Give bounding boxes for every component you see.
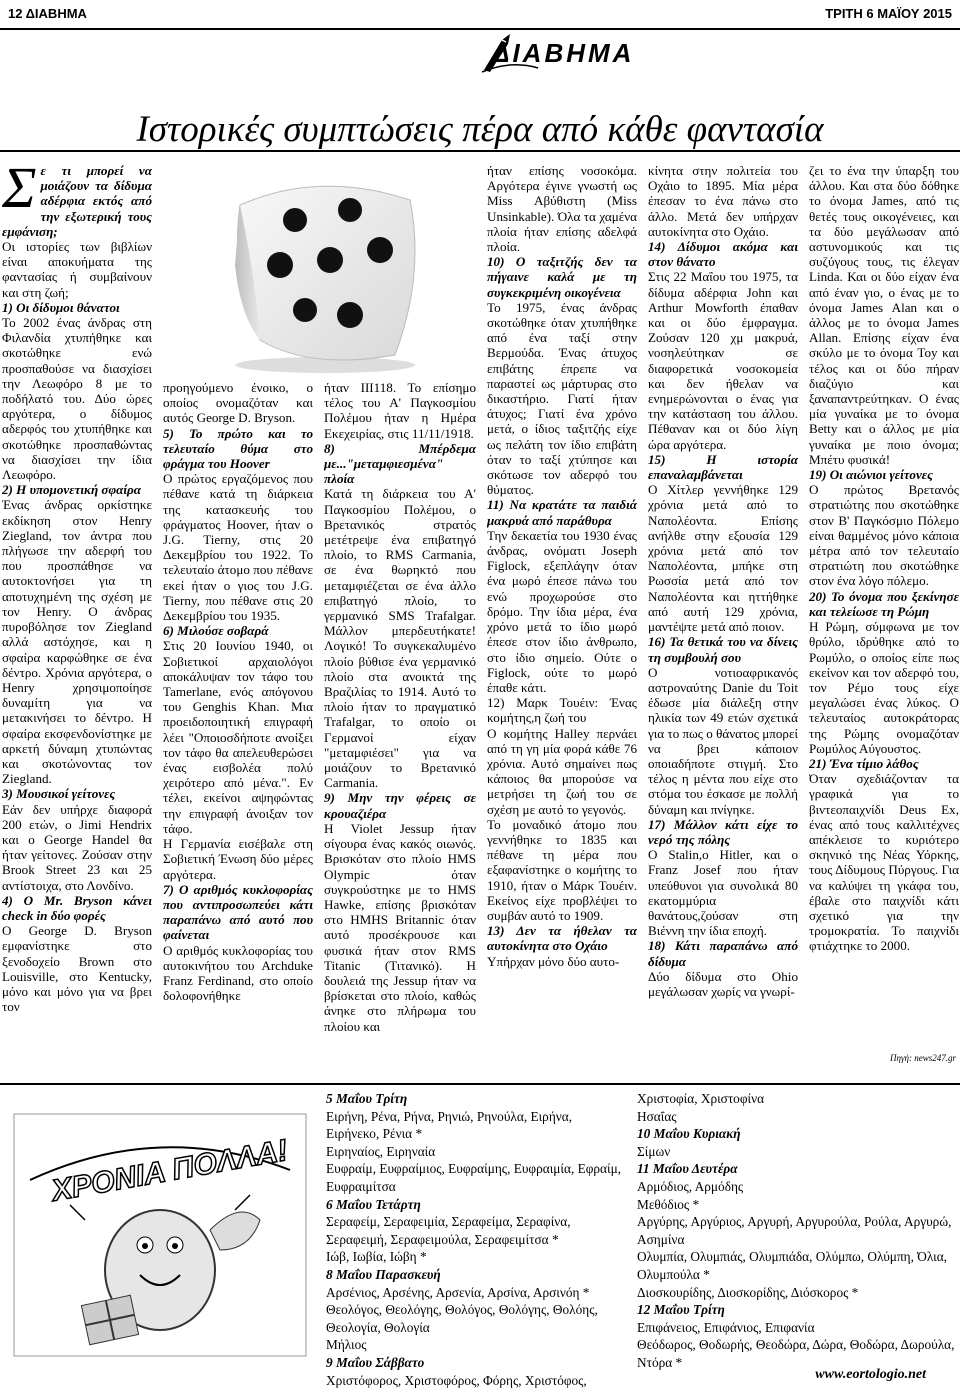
- nameday-names: Θεολόγος, Θεολόγης, Θολόγος, Θολόγης, Θολόης, Θεολογία, Θολογία: [326, 1302, 598, 1335]
- paragraph: Ο πρώτος εργαζόμενος που πέθανε κατά τη διάρκεια της κατασκευής του φράγματος Hoover, ήταν ο J.G. Tierny, στις 20 Δεκεμβρίου του 1922. Το τελευταίο άτομο που πέθανε εκεί ήταν ο γιος του J.G. Tierny, που πέθανε στις 20 Δεκεμβρίου του 1935.: [163, 471, 313, 624]
- nameday-names: Επιφάνειος, Επιφάνιος, Επιφανία: [637, 1319, 815, 1335]
- paragraph: Στις 20 Ιουνίου 1940, οι Σοβιετικοί αρχαιολόγοι αποκάλυψαν τον τάφο του Tamerlane, ενός απόγονου του Genghis Khan. Μια προειδοποιητική επιγραφή λέει "Οποιοσδήποτε ανοίξει τον τάφο θα απελευθερώσει ένας εισβολέα πολύ χειρότερο από μένα.". Εν τέλει, εκείνοι αψηφώντας την επιγραφή άνοιξαν τον τάφο.: [163, 638, 313, 836]
- namedays-source-link[interactable]: www.eortologio.net: [815, 1367, 926, 1382]
- section-heading: 7) Ο αριθμός κυκλοφορίας που αντιπροσωπεύει κάτι παραπάνω από αυτό που φαίνεται: [163, 881, 313, 943]
- article-column-2: [163, 380, 313, 1055]
- section-heading: 3) Μουσικοί γείτονες: [2, 786, 116, 802]
- section-heading: 11) Να κρατάτε τα παιδιά μακρυά από παράθυρα: [487, 497, 637, 528]
- paragraph: Την δεκαετία του 1930 ένας άνδρας, ονόματι Joseph Figlock, εξεπλάγην όταν ένα μωρό έπεσε πάνω του ενώ προχωρούσε στο δρόμο. Την ίδια μέρα, ένα χρόνο μετά το ίδιο μωρό έπεσε στον ίδιο άνθρωπο, στο ίδιο σημείο. Ούτε ο Figlock, ούτε το μωρό έπαθε κάτι.: [487, 527, 637, 695]
- nameday-names: Ολυμπία, Ολυμπιάς, Ολυμπιάδα, Ολύμπω, Ολύμπη, Όλια, Ολυμπούλα *: [637, 1249, 948, 1282]
- section-heading: ε τι μπορεί να μοιάζουν τα δίδυμα αδέρφια εκτός από την εξωτερική τους εμφάνιση;: [2, 163, 152, 239]
- nameday-date: 10 Μαΐου Κυριακή: [637, 1126, 741, 1142]
- page-number-label: 12 ΔΙΑΒΗΜΑ: [8, 6, 87, 21]
- section-heading: 16) Τα θετικά του να δίνεις τη συμβουλή σου: [648, 634, 798, 665]
- paragraph: Κατά τη διάρκεια του Α' Παγκοσμίου Πολέμου, ο Βρετανικός στρατός μετέτρεψε ένα επιβατηγό πλοίο, το RMS Carmania, σε ένα θωρηκτό που μεταμφιέζεται σε ένα άλλο επιβατηγό πλοίο, το γερμανικό SMS Trafalgar. Μάλλον μπερδευτήκατε! Λογικό! Το συγκεκαλυμένο πλοίο βύθισε ένα γερμανικό πλοίο στα ανοικτά της Βραζιλίας το 1914. Αυτό το πλοίο ήταν το πραγματικό Trafalgar, το οποίο οι Γερμανοί είχαν "μεταμφιέσει" για να μοιάζουν το Βρετανικό Carmania.: [324, 486, 476, 791]
- paragraph: ήταν επίσης νοσοκόμα. Αργότερα έγινε γνωστή ως Miss Αβύθιστη (Miss Unsinkable). Όλα τα χαμένα πλοία ήταν επίσης αδελφά πλοία.: [487, 163, 637, 255]
- article-headline: Ιστορικές συμπτώσεις πέρα από κάθε φαντασία: [136, 109, 824, 150]
- section-heading: 9) Μην την φέρεις σε κρουαζιέρα: [324, 790, 476, 821]
- nameday-names: Αρμόδιος, Αρμόδης: [637, 1178, 744, 1194]
- article-column-5: [648, 163, 798, 1053]
- nameday-names: Ειρηναίος, Ειρηναία: [326, 1143, 436, 1159]
- section-heading: 21) Ένα τίμιο λάθος: [809, 755, 919, 771]
- section-heading: 20) Το όνομα που ξεκίνησε και τελείωσε τη Ρώμη: [809, 588, 959, 619]
- section-heading: 15) Η ιστορία επαναλαμβάνεται: [648, 451, 798, 483]
- section-heading: 4) Ο Mr. Bryson κάνει check in δύο φορές: [2, 892, 152, 923]
- nameday-names: Ιώβ, Ιωβία, Ιώβη *: [326, 1249, 427, 1265]
- paragraph: Ο Stalin,ο Hitler, και ο Franz Josef που ήταν υπεύθυνοι για συνολικά 80 εκατομμύρια θανάτους,ζούσαν στη Βιέννη την ίδια εποχή.: [648, 847, 798, 939]
- nameday-names: Ησαΐας: [637, 1108, 677, 1124]
- column-5-body: [648, 163, 798, 999]
- nameday-date: 11 Μαΐου Δευτέρα: [637, 1161, 738, 1177]
- section-divider: [0, 1083, 960, 1085]
- article-column-4: [487, 163, 637, 1053]
- section-heading: 14) Δίδυμοι ακόμα και στον θάνατο: [648, 239, 798, 270]
- section-heading: 8) Μπέρδεμα με..."μεταμφιεσμένα" πλοία: [324, 440, 476, 487]
- section-heading: 13) Δεν τα ήθελαν τα αυτοκίνητα στο Οχάιο: [487, 923, 637, 954]
- paragraph: Όταν σχεδιάζονταν τα γραφικά για το βιντεοπαιχνίδι Deus Ex, ένας από τους καλλιτέχνες απέκλεισε το κυριότερο σκηνικό της Νέας Υόρκης, τους Δίδυμους Πύργους. Για να καλύψει τη γκάφα του, έβαλε στο παιχνίδι κάτι σχετικό για την τρομοκρατία. Το παιχνίδι φτιάχτηκε το 2000.: [809, 771, 959, 954]
- paragraph: Η Ρώμη, σύμφωνα με τον θρύλο, ιδρύθηκε από το Ρωμύλο, ο οποίος είπε πως εκείνον και τον αδερφό του, τον Ρέμο τους είχε μεγαλώσει ένας λύκος. Ο τελευταίος αυτοκράτορας της Ρώμης ονομαζόταν Ρωμύλος Αύγουστος.: [809, 619, 959, 756]
- section-heading: 19) Οι αιώνιοι γείτονες: [809, 467, 934, 483]
- nameday-names: Αργύρης, Αργύριος, Αργυρή, Αργυρούλα, Ρούλα, Αργυρώ, Ασημίνα: [637, 1214, 952, 1247]
- masthead-logo: [480, 30, 670, 75]
- paragraph: κίνητα στην πολιτεία του Οχάιο to 1895. Μία μέρα έπεσαν το ένα πάνω στο άλλο. Μετά δεν υπήρχαν αυτοκίνητα στο Οχάιο.: [648, 163, 798, 239]
- nameday-names: Ευφραίμ, Ευφραίμιος, Ευφραίμης, Ευφραιμία, Εφραίμ, Ευφραιμίτσα: [326, 1161, 622, 1194]
- headline-divider: [0, 150, 960, 152]
- column-2-body: [163, 380, 313, 1003]
- column-6-body: [809, 163, 959, 954]
- issue-date: ΤΡΙΤΗ 6 ΜΑΪΟΥ 2015: [825, 6, 952, 21]
- paragraph: Ο νοτιοαφρικανός αστροναύτης Danie du Toit έδωσε μία διάλεξη στην ηλικία των 49 ετών σχετικά για το πως ο θάνατος μπορεί να βρει κάποιον οποιαδήποτε στιγμή. Στο τέλος η μέντα που είχε στο στόμα του έσκασε με πολλή δύναμη και πνίγηκε.: [648, 664, 798, 817]
- nameday-names: Διοσκουρίδης, Διοσκορίδης, Διόσκορος *: [637, 1284, 859, 1300]
- nameday-names: Χριστοφία, Χριστοφίνα: [637, 1091, 765, 1106]
- nameday-names: Σεραφείμ, Σεραφειμία, Σεραφείμα, Σεραφίνα, Σεραφειμή, Σεραφειμούλα, Σεραφειμίτσα *: [326, 1214, 571, 1247]
- column-1-body: [2, 163, 152, 1014]
- article-column-1: [2, 163, 152, 1053]
- paragraph: Ο πρώτος Βρετανός στρατιώτης που σκοτώθηκε στον Β' Παγκόσμιο Πόλεμο είναι θαμμένος μόνο κάποια μέτρα από τον τελευταίο στρατιώτη που σκοτώθηκε στον ένα λόγο πόλεμο.: [809, 482, 959, 589]
- page-header: [0, 0, 960, 30]
- paragraph: Ένας άνδρας ορκίστηκε εκδίκηση στον Henry Ziegland, τον άντρα που πλήγωσε την αδερφή του που προσπάθησε να αυτοκτονήσει για τη αποτυχημένη της σχέση με τον Henry. Ο άνδρας πυροβόλησε τον Ziegland αλλά αστόχησε, και η σφαίρα καρφώθηκε σε ένα δέντρο. Χρόνια αργότερα, ο Henry χρησιμοποίησε δυναμίτη για να μετακινήσει το δέντρο. Η σφαίρα εκσφενδονίστηκε με αρκετή δύναμη χτυπώντας και σκοτώνοντας τον Ziegland.: [2, 497, 152, 787]
- nameday-date: 12 Μαΐου Τρίτη: [637, 1302, 725, 1318]
- column-4-body: [487, 163, 637, 969]
- nameday-date: 6 Μαΐου Τετάρτη: [326, 1196, 421, 1212]
- nameday-names: Αρσένιος, Αρσένης, Αρσενία, Αρσίνα, Αρσινόη *: [326, 1284, 590, 1300]
- nameday-names: Μήλιος: [326, 1337, 367, 1353]
- section-heading: 1) Οι δίδυμοι θάνατοι: [2, 299, 120, 315]
- section-heading: 2) Η υπομονετική σφαίρα: [2, 482, 142, 498]
- nameday-names: Θεόδωρος, Θοδωρής, Θεοδώρα, Δώρα, Θοδώρα, Δωρούλα, Ντόρα *: [637, 1337, 955, 1370]
- paragraph: Εάν δεν υπήρχε διαφορά 200 ετών, ο Jimi Hendrix και ο George Handel θα ήταν γείτονες. Ζούσαν στην Brook Street 23 και 25 αντίστοιχα, στο Λονδίνο.: [2, 801, 152, 893]
- section-heading: 18) Κάτι παραπάνω από δίδυμα: [648, 938, 798, 969]
- section-heading: 10) Ο ταξιτζής δεν τα πήγαινε καλά με τη συγκεκριμένη οικογένεια: [487, 254, 637, 300]
- article-column-6: [809, 163, 959, 1053]
- paragraph: ήταν ΙΙΙ118. Το επίσημο τέλος του Α' Παγκοσμίου Πολέμου ήταν η Ημέρα Εκεχειρίας, στις 11/11/1918.: [324, 380, 476, 441]
- paragraph: Ο κομήτης Halley περνάει από τη γη μία φορά κάθε 76 χρόνια. Αυτό σημαίνει πως κάποιος θα μπορούσε να μετρήσει τη ζωή του σε σχέση με αυτό το γεγονός.: [487, 725, 637, 817]
- paragraph: Δύο δίδυμα στο Ohio μεγάλωσαν χωρίς να γνωρί-: [648, 968, 798, 999]
- nameday-names: Σίμων: [637, 1143, 671, 1159]
- section-heading: 17) Μάλλον κάτι είχε το νερό της πόλης: [648, 816, 798, 847]
- column-3-body: [324, 380, 476, 1034]
- nameday-date: 9 Μαΐου Σάββατο: [326, 1354, 425, 1370]
- namedays-column-2: [637, 1090, 955, 1372]
- logo-text: ΔΙΑΒΗΜΑ: [492, 38, 635, 68]
- namedays-column-1: [326, 1090, 626, 1389]
- cartoon-caption: ΧΡΟΝΙΑ ΠΟΛΛΑ!: [49, 1133, 291, 1208]
- paragraph: Ο George D. Bryson εμφανίστηκε στο ξενοδοχείο Brown στο Louisville, στο Kentucky, μόνο και μόνο για να βρει τον: [2, 923, 152, 1015]
- paragraph: Ο Χίτλερ γεννήθηκε 129 χρόνια μετά από το Ναπολέοντα. Επίσης ανήλθε στην εξουσία 129 χρόνια μετά από τον Ναπολέοντα, μπήκε στη Ρωσσία μετά από τον Ναπολέοντα και ηττήθηκε από αυτή 129 χρόνια, μαντέψτε μετά από ποιον.: [648, 482, 798, 635]
- paragraph: προηγούμενο ένοικο, ο οποίος ονομαζόταν και αυτός George D. Bryson.: [163, 380, 313, 426]
- nameday-names: Χριστόφορος, Χριστοφόρος, Φόρης, Χριστόφος,: [326, 1372, 587, 1388]
- nameday-names: Ειρήνη, Ρένα, Ρήνα, Ρηνιώ, Ρηνούλα, Ειρήνα, Ειρήνεκο, Ρένια *: [326, 1108, 573, 1142]
- paragraph: 12) Μαρκ Τουέιν: Ένας κομήτης,η ζωή του: [487, 695, 637, 726]
- paragraph: Υπήρχαν μόνο δύο αυτο-: [487, 953, 620, 969]
- paragraph: Στις 22 Μαΐου του 1975, τα δίδυμα αδέρφια John και Arthur Mowforth έπαθαν και οι δύο έμφραγμα. Ζούσαν 120 χμ μακρυά, νοσηλεύτηκαν σε διαφορετικά νοσοκομεία και δεν ήθελαν να ενημερώνονται ο ένας για την κατάσταση του άλλου. Πέθαναν και οι δύο λίγη ώρα αργότερα.: [648, 269, 798, 452]
- paragraph: Οι ιστορίες των βιβλίων είναι αποκυήματα της φαντασίας ή συμβαίνουν και στη ζωή;: [2, 239, 152, 300]
- paragraph: Το μοναδικό άτομο που γεννήθηκε το 1835 και πέθανε τη μέρα που εξαφανίστηκε ο κομήτης το 1910, ήταν ο Μάρκ Τουέιν. Εκείνος είχε προβλέψει το συμβάν αυτό το 1909.: [487, 816, 637, 923]
- article-source: Πηγή: news247.gr: [890, 1053, 956, 1063]
- section-heading: 6) Μιλούσε σοβαρά: [163, 623, 269, 639]
- dice-image: [200, 165, 450, 375]
- paragraph: Ο αριθμός κυκλοφορίας του αυτοκινήτου του Archduke Franz Ferdinand, στο οποίο δολοφονήθηκε: [163, 942, 313, 1004]
- birthday-cartoon-image: [10, 1110, 310, 1360]
- nameday-date: 5 Μαΐου Τρίτη: [326, 1091, 408, 1106]
- paragraph: Το 1975, ένας άνδρας σκοτώθηκε όταν χτυπήθηκε από ένα ταξί στην Βερμούδα. Ένας άτυχος επιβάτης έπρεπε να παραστεί ως μάρτυρας στο δικαστήριο. Γιατί ήταν άτυχος; Γιατί ένα χρόνο μετά, ο ίδιος ταξιτζής είχε ως πελάτη τον ίδιο επιβάτη όταν το ταξί χτύπησε και σκότωσε τον αδερφό του θύματος.: [487, 299, 637, 498]
- paragraph: Το 2002 ένας άνδρας στη Φιλανδία χτυπήθηκε και σκοτώθηκε ενώ προσπαθούσε να διασχίσει την Λεωφόρο 8 με το ποδήλατό του. Δύο ώρες αργότερα, ο δίδυμος αδερφός του χτυπήθηκε και σκοτώθηκε προσπαθώντας να διασχίσει την ίδια Λεωφόρο.: [2, 315, 152, 483]
- paragraph: Η Violet Jessup ήταν σίγουρα ένας κακός οιωνός. Βρισκόταν στο πλοίο HMS Olympic όταν συγκρούστηκε με το HMS Hawke, επίσης βρισκόταν στο HMHS Britannic όταν αυτό προσέκρουσε και φυσικά ήταν στον RMS Titanic (Τιτανικό). Η δουλειά της Jessup ήταν να βρίσκεται στο πλοίο, καθώς άνηκε στο πλήρωμα του πλοίου και: [324, 820, 476, 1034]
- nameday-names: Μεθόδιος *: [637, 1196, 700, 1212]
- paragraph: Η Γερμανία εισέβαλε στη Σοβιετική Ένωση δύο μέρες αργότερα.: [163, 836, 313, 882]
- article-column-3: [324, 380, 476, 1055]
- section-heading: 5) Το πρώτο και το τελευταίο θύμα στο φράγμα του Hoover: [163, 425, 313, 472]
- paragraph: ζει το ένα την ύπαρξη του άλλου. Και στα δύο δόθηκε το όνομα James, από τις θετές τους οικογένειες, και τα δύο μεγάλωσαν από αστυνομικούς και τις συζύγους τους, τις έλεγαν Linda. Και οι δύο είχαν ένα από έναν γιο, ο ένας με το όνομα James Alan και ο άλλος με το όνομα James Allan. Επίσης είχαν ένα σκύλο με το όνομα Toy και τέλος και οι δύο πήραν διαζύγιο και ξαναπαντρεύτηκαν. Ο ένας μία γυναίκα με το όνομα Betty και ο άλλος με μία γυναίκα με ποιο όνομα; Μπέτυ φυσικά!: [809, 163, 959, 467]
- nameday-date: 8 Μαΐου Παρασκευή: [326, 1266, 441, 1282]
- drop-cap: Σ: [2, 163, 37, 220]
